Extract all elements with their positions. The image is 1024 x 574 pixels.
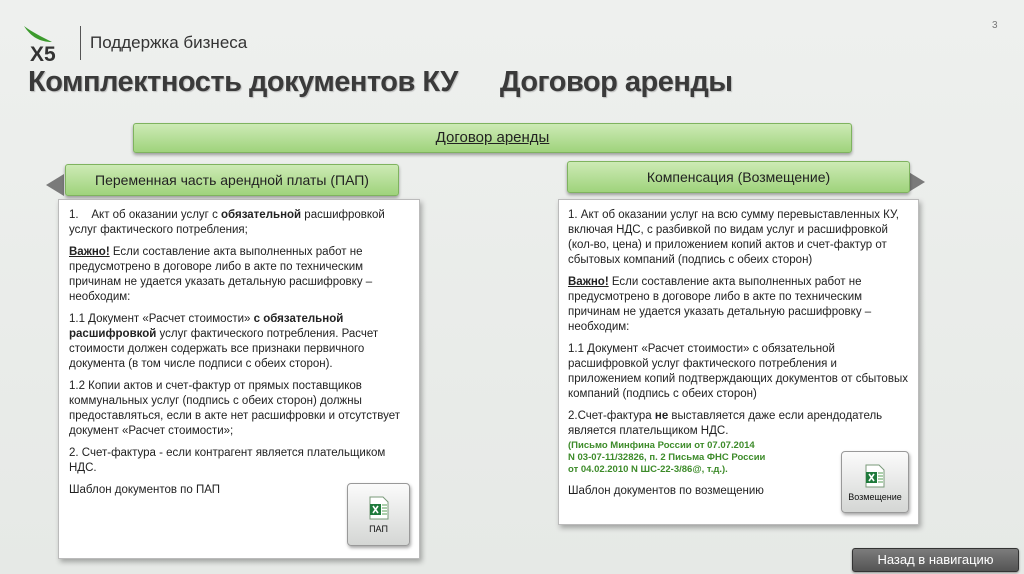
left-arrow-icon xyxy=(46,174,64,196)
page-title-main: Комплектность документов КУ xyxy=(28,66,458,98)
pap-item-1-2: 1.2 Копии актов и счет-фактур от прямых поставщиков коммунальных услуг (подпись с обеих сторон) должны предоставляться, если в акте нет расшифровки и отсутствует документ «Расчет стоимости»; xyxy=(69,380,400,437)
pap-template-button[interactable] xyxy=(347,483,410,546)
comp-item-1-1: 1.1 Документ «Расчет стоимости» с обязательной расшифровкой услуг фактического потребления и приложением копий подтверждающих документов от сбытовых компаний (подпись с обеих сторон) xyxy=(568,343,908,400)
x5-logo xyxy=(22,24,77,64)
pap-header-bar: Переменная часть арендной платы (ПАП) xyxy=(65,164,399,196)
contract-header-bar[interactable] xyxy=(133,123,852,153)
comp-important: Важно! Если составление акта выполненных работ не предусмотрено в договоре либо в акте по техническим причинам не удается указать детальную расшифровку – необходим: xyxy=(568,276,872,333)
pap-item-2: 2. Счет-фактура - если контрагент является плательщиком НДС. xyxy=(69,447,386,474)
pap-button-label: ПАП xyxy=(369,524,388,534)
legal-reference-note: (Письмо Минфина России от 07.07.2014 N 03-07-11/32826, п. 2 Письма ФНС России от 04.02.2010 N ШС-22-3/86@, т.д.). xyxy=(568,440,766,475)
pap-item-1: 1. Акт об оказании услуг с обязательной расшифровкой услуг фактического потребления; xyxy=(69,209,385,236)
comp-template-label: Шаблон документов по возмещению xyxy=(568,485,764,497)
comp-item-2: 2.Счет-фактура не выставляется даже если арендодатель является плательщиком НДС. xyxy=(568,410,883,437)
contract-header-label: Договор аренды xyxy=(435,129,550,146)
comp-item-1: 1. Акт об оказании услуг на всю сумму перевыставленных КУ, включая НДС, с разбивкой по видам услуг и расшифровкой (кол-во, цена) и приложением копий актов и счет-фактур от сбытовых компаний (подпись с обеих сторон) xyxy=(568,209,899,266)
compensation-template-button[interactable] xyxy=(841,451,909,513)
excel-file-icon xyxy=(368,496,390,520)
svg-text:X5: X5 xyxy=(30,43,56,64)
logo-divider xyxy=(80,26,81,60)
page-title xyxy=(28,66,733,99)
pap-important: Важно! Если составление акта выполненных работ не предусмотрено в договоре либо в акте по техническим причинам не удается указать детальную расшифровку – необходим: xyxy=(69,246,373,303)
page-number: 3 xyxy=(992,20,998,31)
pap-item-1-1: 1.1 Документ «Расчет стоимости» с обязательной расшифровкой услуг фактического потребления. Расчет стоимости должен содержать все признаки первичного документа (в том числе подписи с обеих сторон). xyxy=(69,313,379,370)
back-to-navigation-button[interactable]: Назад в навигацию xyxy=(852,548,1019,572)
compensation-button-label: Возмещение xyxy=(848,492,902,502)
brand-text: Поддержка бизнеса xyxy=(90,33,248,52)
page-title-sub: Договор аренды xyxy=(499,66,733,98)
pap-template-label: Шаблон документов по ПАП xyxy=(69,484,221,496)
x5-logo-icon xyxy=(22,24,77,64)
excel-file-icon xyxy=(864,464,886,488)
compensation-header-bar: Компенсация (Возмещение) xyxy=(567,161,910,193)
